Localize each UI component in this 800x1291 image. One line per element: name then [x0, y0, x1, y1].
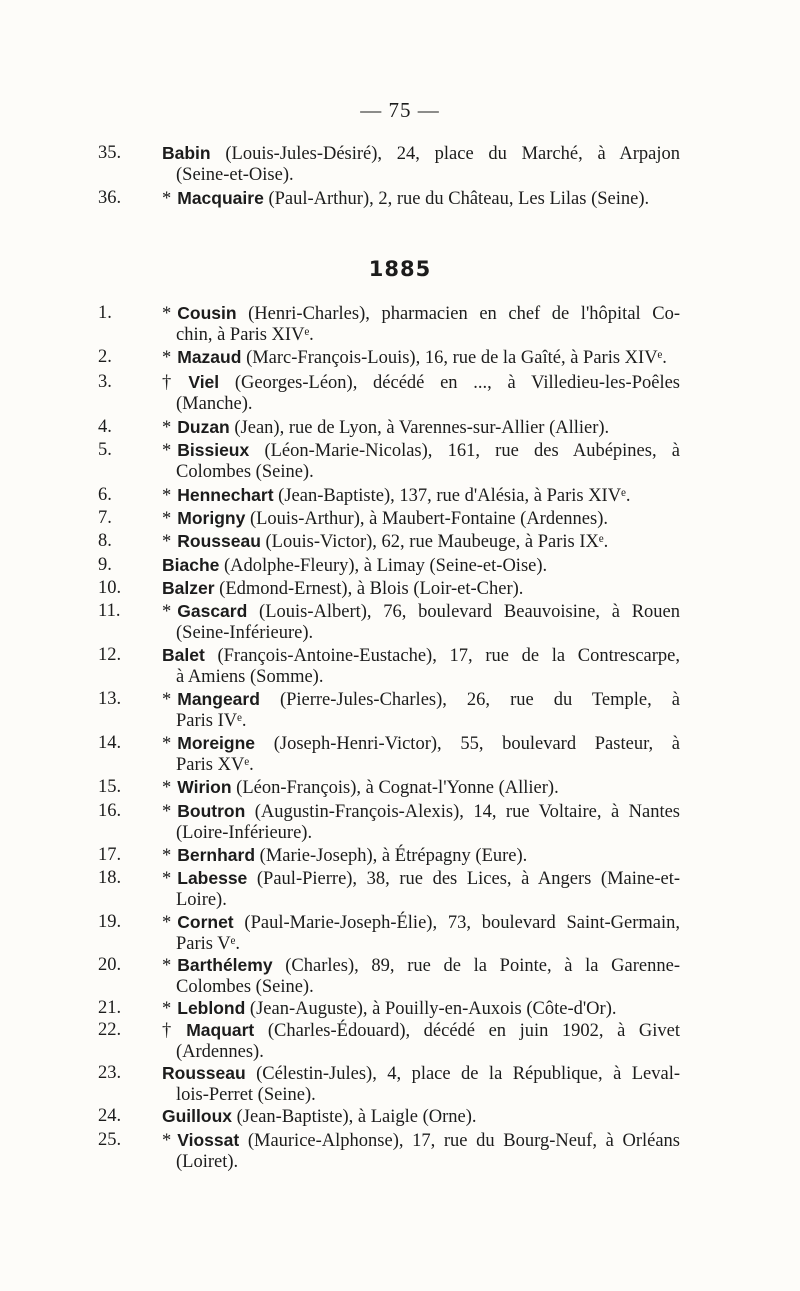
entry-text	[162, 508, 680, 530]
entry-name: Macquaire	[177, 188, 264, 208]
entry-line-text: (Ardennes).	[176, 1042, 264, 1062]
entry-mark: *	[162, 441, 172, 461]
entry-mark: *	[162, 189, 172, 209]
entry-text	[162, 555, 680, 577]
entry-line-text: (Louis-Albert), 76, boulevard Beauvoisine, à Rouen	[259, 602, 680, 622]
entry-line	[162, 417, 680, 439]
entry-line	[162, 801, 680, 823]
entry-text	[162, 1106, 680, 1128]
entry-line	[162, 347, 680, 369]
entry-number: 6.	[98, 485, 112, 505]
entry-number: 15.	[98, 777, 122, 797]
entry-text	[162, 845, 680, 867]
entry-line-text: (Seine-et-Oise).	[176, 165, 294, 185]
entry-line	[162, 955, 680, 977]
entry-line	[162, 485, 680, 507]
entry-line	[162, 325, 680, 346]
entry-mark: *	[162, 690, 172, 710]
entry-name: Biache	[162, 555, 220, 575]
entry-line-text: (Léon-Marie-Nicolas), 161, rue des Aubépines, à	[264, 441, 680, 461]
entry-line	[162, 977, 680, 998]
entry-text	[162, 143, 680, 186]
entry-line	[162, 733, 680, 755]
entry-number: 1.	[98, 303, 112, 323]
entry-mark: *	[162, 532, 172, 552]
entry-mark: *	[162, 778, 172, 798]
entry-line-text: (Maurice-Alphonse), 17, rue du Bourg-Neuf, à Orléans	[247, 1131, 680, 1151]
entry-name: Labesse	[177, 868, 248, 888]
entry-name: Wirion	[177, 777, 232, 797]
entry-mark: †	[162, 373, 183, 393]
entry-name: Bernhard	[177, 845, 256, 865]
entry-line-text: Paris XVᵉ.	[176, 755, 254, 775]
entry-line	[162, 623, 680, 644]
entry-mark: *	[162, 802, 172, 822]
entry-line-text: (Henri-Charles), pharmacien en chef de l'hôpital Co-	[248, 304, 680, 324]
entry-mark: *	[162, 869, 172, 889]
entry-line-text: (Paul-Arthur), 2, rue du Château, Les Lilas (Seine).	[268, 189, 650, 209]
entry-name: Rousseau	[162, 1063, 246, 1083]
entry-line-text: lois-Perret (Seine).	[176, 1085, 316, 1105]
entry-line	[162, 462, 680, 483]
entry-number: 11.	[98, 601, 121, 621]
entry-line	[162, 1042, 680, 1063]
entry-line-text: (Louis-Jules-Désiré), 24, place du Marché, à Arpajon	[225, 144, 680, 164]
entry-number: 36.	[98, 188, 122, 208]
entry-text	[162, 998, 680, 1020]
entry-line-text: (Manche).	[176, 394, 253, 414]
entry-name: Mazaud	[177, 347, 242, 367]
entry-line-text: à Amiens (Somme).	[176, 667, 324, 687]
entry-line-text: (Jean-Auguste), à Pouilly-en-Auxois (Côte-d'Or).	[249, 999, 617, 1019]
entry-line	[162, 755, 680, 776]
entry-line	[162, 1130, 680, 1152]
entry-line	[162, 508, 680, 530]
entry-name: Barthélemy	[177, 955, 273, 975]
entry-line-text: (Loire-Inférieure).	[176, 823, 313, 843]
entry-number: 21.	[98, 998, 122, 1018]
page-number: — 75 —	[360, 98, 440, 122]
entry-mark: *	[162, 999, 172, 1019]
entry-line	[162, 1106, 680, 1128]
entry-line	[162, 1020, 680, 1042]
entry-text	[162, 440, 680, 483]
entry-line-text: (Marie-Joseph), à Étrépagny (Eure).	[259, 846, 528, 866]
entry-line-text: (Paul-Pierre), 38, rue des Lices, à Angers (Maine-et-	[256, 869, 680, 889]
entry-number: 12.	[98, 645, 122, 665]
entry-number: 16.	[98, 801, 122, 821]
entry-name: Maquart	[186, 1020, 255, 1040]
entry-mark: *	[162, 846, 172, 866]
entry-line	[162, 845, 680, 867]
entry-text	[162, 955, 680, 998]
entry-line	[162, 1063, 680, 1085]
entry-number: 10.	[98, 578, 122, 598]
entry-name: Hennechart	[177, 485, 274, 505]
entry-text	[162, 1063, 680, 1106]
entry-mark: *	[162, 304, 172, 324]
entry-mark: †	[162, 1021, 181, 1041]
entry-line	[162, 890, 680, 911]
entry-line	[162, 689, 680, 711]
entry-number: 8.	[98, 531, 112, 551]
entry-line	[162, 531, 680, 553]
entry-number: 2.	[98, 347, 112, 367]
entry-line	[162, 440, 680, 462]
entry-name: Gascard	[177, 601, 248, 621]
entry-line-text: (Louis-Arthur), à Maubert-Fontaine (Ardennes).	[249, 509, 609, 529]
entry-number: 4.	[98, 417, 112, 437]
entry-number: 23.	[98, 1063, 122, 1083]
entry-number: 35.	[98, 143, 122, 163]
entry-line-text: (Augustin-François-Alexis), 14, rue Voltaire, à Nantes	[254, 802, 681, 822]
entry-mark: *	[162, 348, 172, 368]
entry-name: Cousin	[177, 303, 237, 323]
entry-line-text: (François-Antoine-Eustache), 17, rue de la Contrescarpe,	[217, 646, 681, 666]
entry-name: Balzer	[162, 578, 215, 598]
entry-line-text: (Seine-Inférieure).	[176, 623, 314, 643]
entry-line	[162, 1152, 680, 1173]
entry-line-text: (Jean-Baptiste), 137, rue d'Alésia, à Paris XIVᵉ.	[278, 486, 631, 506]
entry-text	[162, 417, 680, 439]
entry-line	[162, 394, 680, 415]
entry-text	[162, 372, 680, 415]
entry-line-text: (Charles), 89, rue de la Pointe, à la Garenne-	[285, 956, 680, 976]
entry-line	[162, 303, 680, 325]
entry-line-text: (Louis-Victor), 62, rue Maubeuge, à Paris IXᵉ.	[265, 532, 609, 552]
entry-text	[162, 347, 680, 369]
entry-name: Mangeard	[177, 689, 260, 709]
entry-name: Balet	[162, 645, 205, 665]
entry-name: Babin	[162, 143, 211, 163]
entry-number: 13.	[98, 689, 122, 709]
entry-mark: *	[162, 418, 172, 438]
entry-number: 9.	[98, 555, 112, 575]
entry-line-text: (Edmond-Ernest), à Blois (Loir-et-Cher).	[219, 579, 524, 599]
entry-number: 7.	[98, 508, 112, 528]
entry-text	[162, 801, 680, 844]
entry-text	[162, 733, 680, 776]
entry-name: Cornet	[177, 912, 234, 932]
entry-mark: *	[162, 486, 172, 506]
entry-line-text: Paris IVᵉ.	[176, 711, 247, 731]
entry-name: Moreigne	[177, 733, 256, 753]
entry-text	[162, 485, 680, 507]
entry-line-text: Colombes (Seine).	[176, 977, 314, 997]
entry-line	[162, 188, 680, 210]
entry-line-text: (Léon-François), à Cognat-l'Yonne (Allier).	[236, 778, 559, 798]
entry-mark: *	[162, 509, 172, 529]
entry-line-text: (Georges-Léon), décédé en ..., à Villedieu-les-Poêles	[234, 373, 680, 393]
entry-text	[162, 645, 680, 688]
entry-line-text: Colombes (Seine).	[176, 462, 314, 482]
entry-number: 25.	[98, 1130, 122, 1150]
entry-line-text: (Charles-Édouard), décédé en juin 1902, à Givet	[267, 1021, 680, 1041]
entry-mark: *	[162, 956, 172, 976]
entry-line	[162, 1085, 680, 1106]
entry-name: Viossat	[177, 1130, 240, 1150]
entry-text	[162, 777, 680, 799]
entry-line-text: (Marc-François-Louis), 16, rue de la Gaîté, à Paris XIVᵉ.	[246, 348, 667, 368]
entry-line-text: (Jean), rue de Lyon, à Varennes-sur-Allier (Allier).	[234, 418, 610, 438]
entry-line-text: Loire).	[176, 890, 227, 910]
entry-line	[162, 777, 680, 799]
entry-line-text: chin, à Paris XIVᵉ.	[176, 325, 314, 345]
entry-mark: *	[162, 913, 172, 933]
entry-number: 17.	[98, 845, 122, 865]
entry-name: Bissieux	[177, 440, 250, 460]
entry-text	[162, 531, 680, 553]
entry-line	[162, 578, 680, 600]
entry-number: 19.	[98, 912, 122, 932]
entry-name: Duzan	[177, 417, 230, 437]
entry-line	[162, 555, 680, 577]
entry-number: 14.	[98, 733, 122, 753]
entry-line	[162, 372, 680, 394]
entry-text	[162, 689, 680, 732]
entry-text	[162, 912, 680, 955]
entry-mark: *	[162, 602, 172, 622]
year-heading: 1885	[368, 257, 432, 281]
entry-text	[162, 578, 680, 600]
entry-line	[162, 645, 680, 667]
entry-text	[162, 188, 680, 210]
entry-text	[162, 868, 680, 911]
entry-line	[162, 934, 680, 955]
entry-line-text: (Paul-Marie-Joseph-Élie), 73, boulevard Saint-Germain,	[244, 913, 681, 933]
entry-number: 5.	[98, 440, 112, 460]
entry-line-text: (Adolphe-Fleury), à Limay (Seine-et-Oise).	[224, 556, 548, 576]
entry-number: 18.	[98, 868, 122, 888]
entry-line	[162, 711, 680, 732]
entry-line-text: (Joseph-Henri-Victor), 55, boulevard Pasteur, à	[273, 734, 681, 754]
entry-line-text: (Célestin-Jules), 4, place de la République, à Leval-	[256, 1064, 680, 1084]
entry-mark: *	[162, 1131, 172, 1151]
entry-line-text: (Jean-Baptiste), à Laigle (Orne).	[236, 1107, 477, 1127]
entry-text	[162, 1020, 680, 1063]
entry-number: 22.	[98, 1020, 122, 1040]
entry-line	[162, 143, 680, 165]
entry-text	[162, 303, 680, 346]
entry-line-text: Paris Vᵉ.	[176, 934, 241, 954]
entry-line-text: (Pierre-Jules-Charles), 26, rue du Temple, à	[279, 690, 680, 710]
entry-number: 24.	[98, 1106, 122, 1126]
entry-line	[162, 912, 680, 934]
entry-name: Viel	[188, 372, 220, 392]
entry-line	[162, 868, 680, 890]
entry-line	[162, 601, 680, 623]
entry-name: Guilloux	[162, 1106, 232, 1126]
entry-number: 3.	[98, 372, 112, 392]
entry-name: Morigny	[177, 508, 246, 528]
entry-name: Rousseau	[177, 531, 261, 551]
entry-name: Leblond	[177, 998, 246, 1018]
entry-line	[162, 667, 680, 688]
entry-line	[162, 998, 680, 1020]
entry-text	[162, 1130, 680, 1173]
entry-name: Boutron	[177, 801, 246, 821]
entry-line	[162, 165, 680, 186]
entry-text	[162, 601, 680, 644]
entry-number: 20.	[98, 955, 122, 975]
entry-mark: *	[162, 734, 172, 754]
entry-line-text: (Loiret).	[176, 1152, 239, 1172]
entry-line	[162, 823, 680, 844]
